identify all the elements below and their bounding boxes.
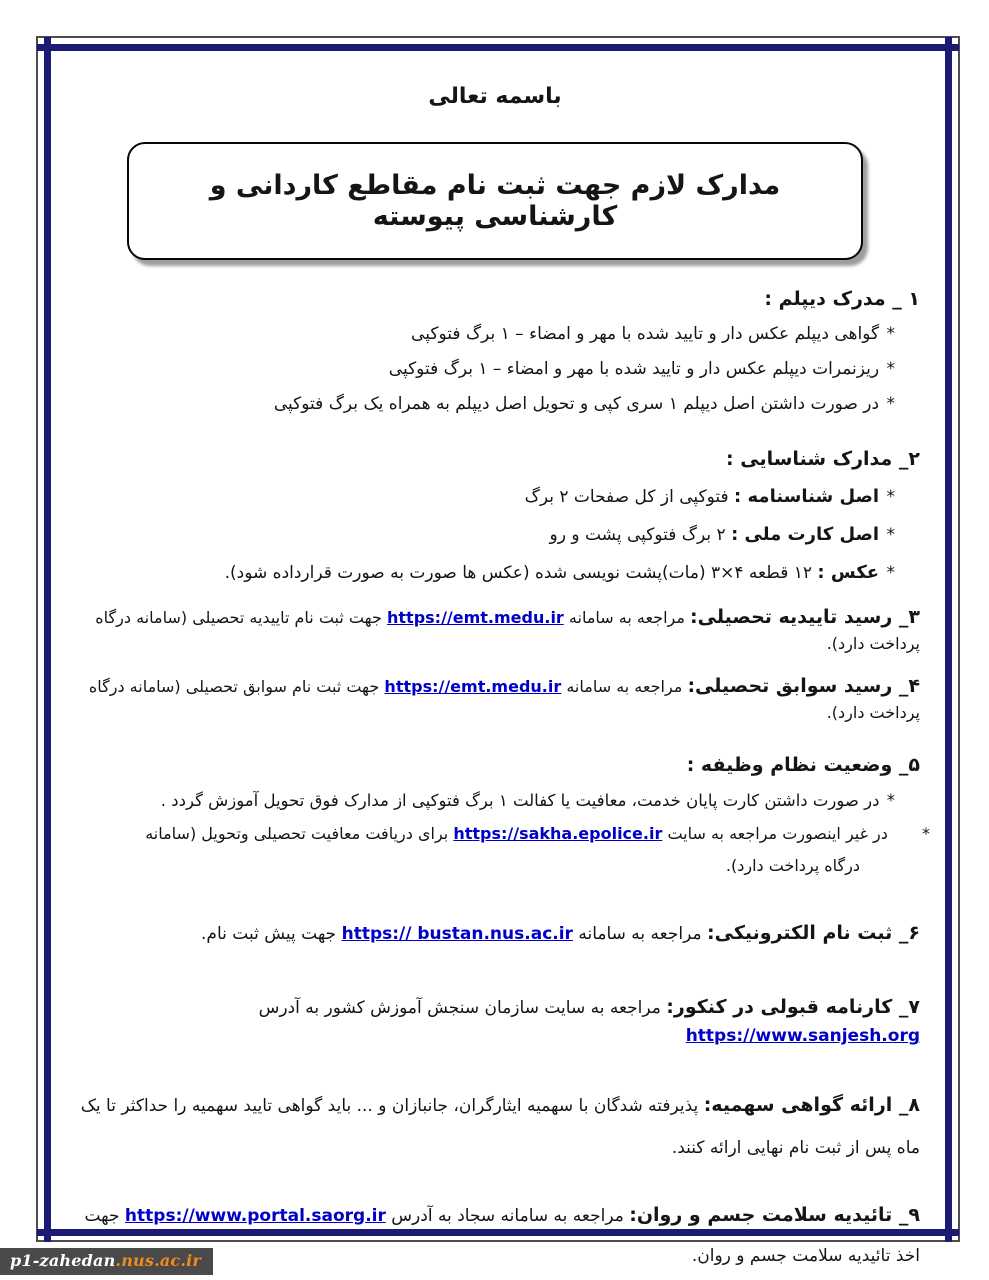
identity-bullet-3 bbox=[70, 554, 920, 592]
bullet-star-icon: * bbox=[886, 487, 895, 507]
identity-bullet-2-text: ۲ برگ فتوکپی پشت و رو bbox=[549, 525, 726, 545]
frame-border-left bbox=[44, 37, 51, 1242]
bullet-star-icon: * bbox=[886, 359, 895, 379]
identity-bullet-1 bbox=[70, 478, 920, 516]
section-konkur-pre: مراجعه به سایت سازمان سنجش آموزش کشور به آدرس bbox=[258, 998, 661, 1018]
section-electronic-pre: مراجعه به سامانه bbox=[578, 924, 702, 944]
section-savabegh-post: جهت ثبت نام سوابق تحصیلی (سامانه درگاه پرداخت دارد). bbox=[88, 677, 920, 722]
watermark-secondary: .nus.ac.ir bbox=[115, 1251, 202, 1270]
bullet-star-icon: * bbox=[886, 394, 895, 414]
tayidiye-link[interactable]: https://emt.medu.ir bbox=[387, 608, 564, 627]
section-tayidiye-label: ۳_ رسید تاییدیه تحصیلی: bbox=[690, 606, 920, 628]
identity-bullet-2 bbox=[70, 516, 920, 554]
site-watermark-badge bbox=[0, 1248, 213, 1275]
sanjesh-link[interactable]: https://www.sanjesh.org bbox=[685, 1026, 920, 1046]
bustan-link[interactable]: https:// bustan.nus.ac.ir bbox=[341, 924, 573, 944]
identity-bullet-2-label: اصل کارت ملی : bbox=[731, 524, 880, 545]
section-identity bbox=[70, 446, 920, 592]
bullet-star-icon: * bbox=[886, 563, 895, 583]
diploma-bullet-3-text: در صورت داشتن اصل دیپلم ۱ سری کپی و تحویل اصل دیپلم به همراه یک برگ فتوکپی bbox=[273, 394, 880, 414]
section-diploma bbox=[70, 286, 920, 422]
watermark-primary: p1-zahedan bbox=[10, 1251, 116, 1270]
main-title: مدارک لازم جهت ثبت نام مقاطع کاردانی و کارشناسی پیوسته bbox=[209, 170, 781, 232]
section-nezam bbox=[70, 752, 930, 882]
section-konkur bbox=[70, 994, 920, 1050]
identity-bullet-1-label: اصل شناسنامه : bbox=[734, 486, 880, 507]
document-content bbox=[70, 0, 930, 1276]
diploma-bullet-2 bbox=[70, 352, 920, 387]
main-title-box bbox=[127, 142, 863, 260]
nezam-bullet-2: * در غیر اینصورت مراجعه به سایت https://sakha.epolice.ir برای دریافت معافیت تحصیلی وتحویل (سامانه درگاه پرداخت دارد). bbox=[145, 824, 930, 875]
section-savabegh-pre: مراجعه به سامانه bbox=[566, 677, 683, 696]
identity-bullet-3-label: عکس : bbox=[817, 562, 880, 583]
section-tayidiye-pre: مراجعه به سامانه bbox=[568, 608, 685, 627]
section-salamat-label: ۹_ تائیدیه سلامت جسم و روان: bbox=[629, 1204, 920, 1226]
identity-bullet-1-text: فتوکپی از کل صفحات ۲ برگ bbox=[524, 487, 729, 507]
bullet-star-icon: * bbox=[886, 525, 895, 545]
nezam-bullet-1 bbox=[70, 784, 920, 818]
nezam-bullet-1-text: در صورت داشتن کارت پایان خدمت، معافیت یا کفالت ۱ برگ فتوکپی از مدارک فوق تحویل آموزش گردد . bbox=[160, 791, 880, 810]
section-konkur-label: ۷_ کارنامه قبولی در کنکور: bbox=[666, 996, 920, 1018]
savabegh-link[interactable]: https://emt.medu.ir bbox=[384, 677, 562, 696]
diploma-bullet-3 bbox=[70, 387, 920, 422]
section-sahmiye-text: پذیرفته شدگان با سهمیه ایثارگران، جانبازان و ... باید گواهی تایید سهمیه را حداکثر تا یک ماه پس از ثبت نام نهایی ارائه کنند. bbox=[80, 1096, 920, 1158]
nezam-bullet-2-post: برای دریافت معافیت تحصیلی وتحویل (سامانه درگاه پرداخت دارد). bbox=[145, 824, 860, 875]
sakha-link[interactable]: https://sakha.epolice.ir bbox=[453, 824, 663, 843]
diploma-bullet-2-text: ریزنمرات دیپلم عکس دار و تایید شده با مهر و امضاء – ۱ برگ فتوکپی bbox=[388, 359, 880, 379]
section-sahmiye bbox=[70, 1085, 920, 1169]
section-salamat-pre: مراجعه به سامانه سجاد به آدرس bbox=[391, 1206, 624, 1226]
section-savabegh bbox=[70, 673, 920, 726]
identity-bullet-3-text: ۱۲ قطعه ۴×۳ (مات)پشت نویسی شده (عکس ها صورت به صورت قرارداده شود). bbox=[224, 563, 812, 583]
bullet-star-icon: * bbox=[886, 324, 895, 344]
section-electronic-label: ۶_ ثبت نام الکترونیکی: bbox=[707, 922, 920, 944]
diploma-bullet-1 bbox=[70, 317, 920, 352]
bismillah-heading: باسمه تعالی bbox=[428, 84, 562, 109]
diploma-bullet-1-text: گواهی دیپلم عکس دار و تایید شده با مهر و امضاء – ۱ برگ فتوکپی bbox=[411, 324, 880, 344]
section-electronic-post: جهت پیش ثبت نام. bbox=[201, 924, 337, 944]
section-tayidiye-post: جهت ثبت نام تاییدیه تحصیلی (سامانه درگاه پرداخت دارد). bbox=[95, 608, 920, 653]
section-identity-heading: ۲_ مدارک شناسایی : bbox=[726, 448, 920, 470]
frame-border-right bbox=[945, 37, 952, 1242]
section-nezam-heading: ۵_ وضعیت نظام وظیفه : bbox=[686, 754, 920, 776]
section-sahmiye-label: ۸_ ارائه گواهی سهمیه: bbox=[703, 1094, 920, 1116]
section-electronic bbox=[70, 920, 920, 948]
nezam-bullet-2-pre: در غیر اینصورت مراجعه به سایت bbox=[667, 824, 888, 843]
section-savabegh-label: ۴_ رسید سوابق تحصیلی: bbox=[687, 675, 920, 697]
sajad-link[interactable]: https://www.portal.saorg.ir bbox=[124, 1206, 386, 1226]
section-salamat-post: جهت اخذ تائیدیه سلامت جسم و روان. bbox=[84, 1206, 920, 1266]
section-tayidiye bbox=[70, 604, 920, 657]
section-diploma-heading: ۱ _ مدرک دیپلم : bbox=[764, 288, 920, 310]
bullet-star-icon: * bbox=[886, 791, 895, 810]
